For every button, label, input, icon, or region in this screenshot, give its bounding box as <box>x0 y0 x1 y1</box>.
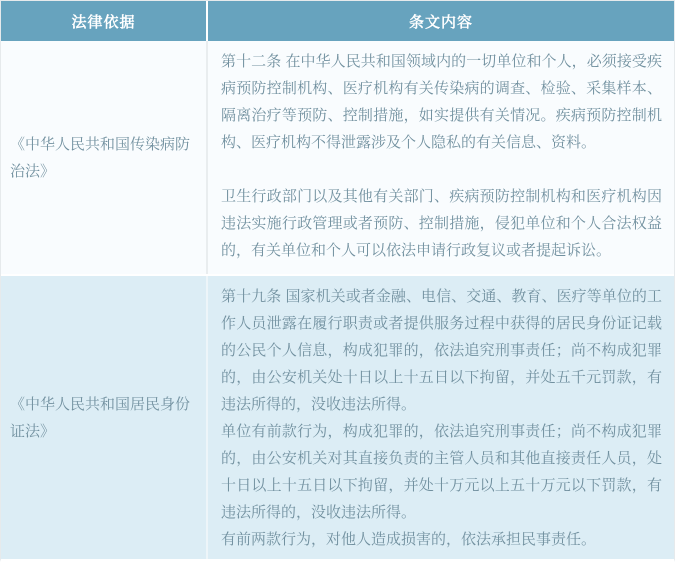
article-content-cell <box>208 41 674 274</box>
article-content-cell <box>208 276 674 559</box>
table-row <box>1 41 674 274</box>
table-row <box>1 274 674 559</box>
law-name: 《中华人民共和国传染病防治法》 <box>10 135 191 180</box>
law-name-cell <box>1 276 208 559</box>
law-name: 《中华人民共和国居民身份证法》 <box>10 395 191 440</box>
column-header-article-content <box>208 1 674 41</box>
article-paragraph: 第十二条 在中华人民共和国领域内的一切单位和个人，必须接受疾病预防控制机构、医疗机构有关传染病的调查、检验、采集样本、隔离治疗等预防、控制措施，如实提供有关情况。疾病预防控制机构、医疗机构不得泄露涉及个人隐私的有关信息、资料。 <box>221 53 662 151</box>
article-paragraph: 有前两款行为，对他人造成损害的，依法承担民事责任。 <box>221 531 597 548</box>
table-header-row <box>1 1 674 41</box>
article-paragraph: 单位有前款行为，构成犯罪的，依法追究刑事责任；尚不构成犯罪的，由公安机关对其直接负责的主管人员和其他直接责任人员，处十日以上十五日以下拘留，并处十万元以上五十万元以下罚款，有违法所得的，没收违法所得。 <box>221 423 662 521</box>
column-header-legal-basis <box>1 1 208 41</box>
article-paragraph: 第十九条 国家机关或者金融、电信、交通、教育、医疗等单位的工作人员泄露在履行职责或者提供服务过程中获得的居民身份证记载的公民个人信息，构成犯罪的，依法追究刑事责任；尚不构成犯罪的，由公安机关处十日以上十五日以下拘留，并处五千元罚款，有违法所得的，没收违法所得。 <box>221 288 662 413</box>
column-header-legal-basis-label: 法律依据 <box>71 13 136 31</box>
article-paragraph: 卫生行政部门以及其他有关部门、疾病预防控制机构和医疗机构因违法实施行政管理或者预防、控制措施，侵犯单位和个人合法权益的，有关单位和个人可以依法申请行政复议或者提起诉讼。 <box>221 188 662 259</box>
law-name-cell <box>1 41 208 274</box>
column-header-article-content-label: 条文内容 <box>408 13 473 31</box>
